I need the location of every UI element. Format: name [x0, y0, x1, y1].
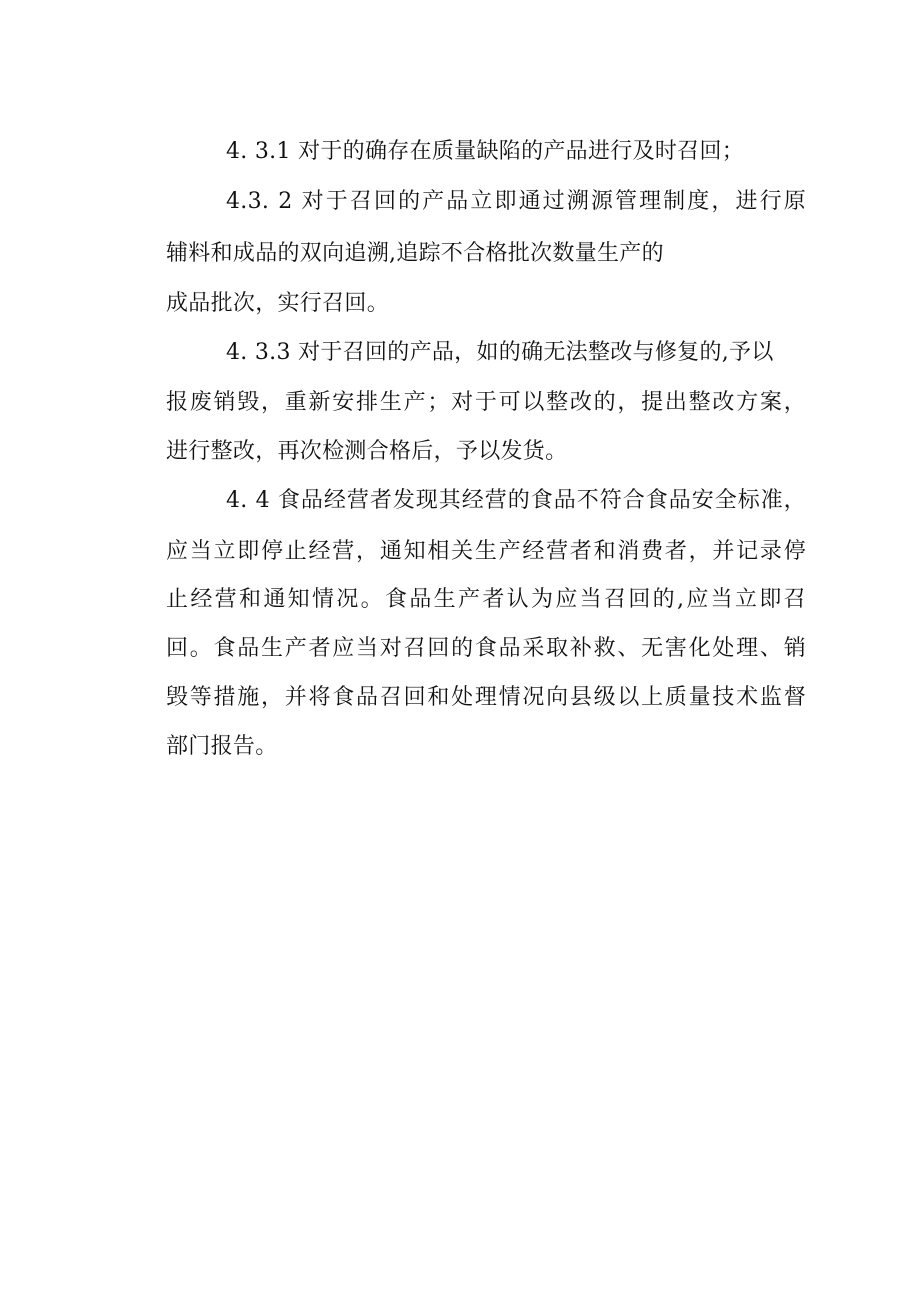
- clause-4-3-3-line-2: 报废销毁，重新安排生产；对于可以整改的，提出整改方案，: [166, 390, 806, 415]
- clause-4-3-3-line-3: 进行整改，再次检测合格后，予以发货。: [166, 439, 568, 464]
- clause-4-3-2-line-1: 4.3. 2 对于召回的产品立即通过溯源管理制度，进行原: [226, 189, 806, 214]
- clause-4-4-line-4: 回。食品生产者应当对召回的食品采取补救、无害化处理、销: [166, 636, 806, 661]
- clause-4-3-1-line-1: 4. 3.1 对于的确存在质量缺陷的产品进行及时召回；: [226, 139, 745, 164]
- clause-4-4-line-6: 部门报告。: [166, 734, 278, 759]
- clause-4-4-line-1: 4. 4 食品经营者发现其经营的食品不符合食品安全标准，: [226, 488, 806, 513]
- clause-4-4-line-5: 毁等措施，并将食品召回和处理情况向县级以上质量技术监督: [166, 685, 806, 710]
- clause-4-4-line-3: 止经营和通知情况。食品生产者认为应当召回的,应当立即召: [166, 587, 806, 612]
- clause-4-3-2-line-3: 成品批次，实行召回。: [166, 291, 390, 316]
- clause-4-3-3-line-1: 4. 3.3 对于召回的产品，如的确无法整改与修复的,予以: [226, 340, 774, 365]
- clause-4-3-2-line-2: 辅料和成品的双向追溯,追踪不合格批次数量生产的: [166, 241, 664, 266]
- clause-4-4-line-2: 应当立即停止经营，通知相关生产经营者和消费者，并记录停: [166, 539, 806, 564]
